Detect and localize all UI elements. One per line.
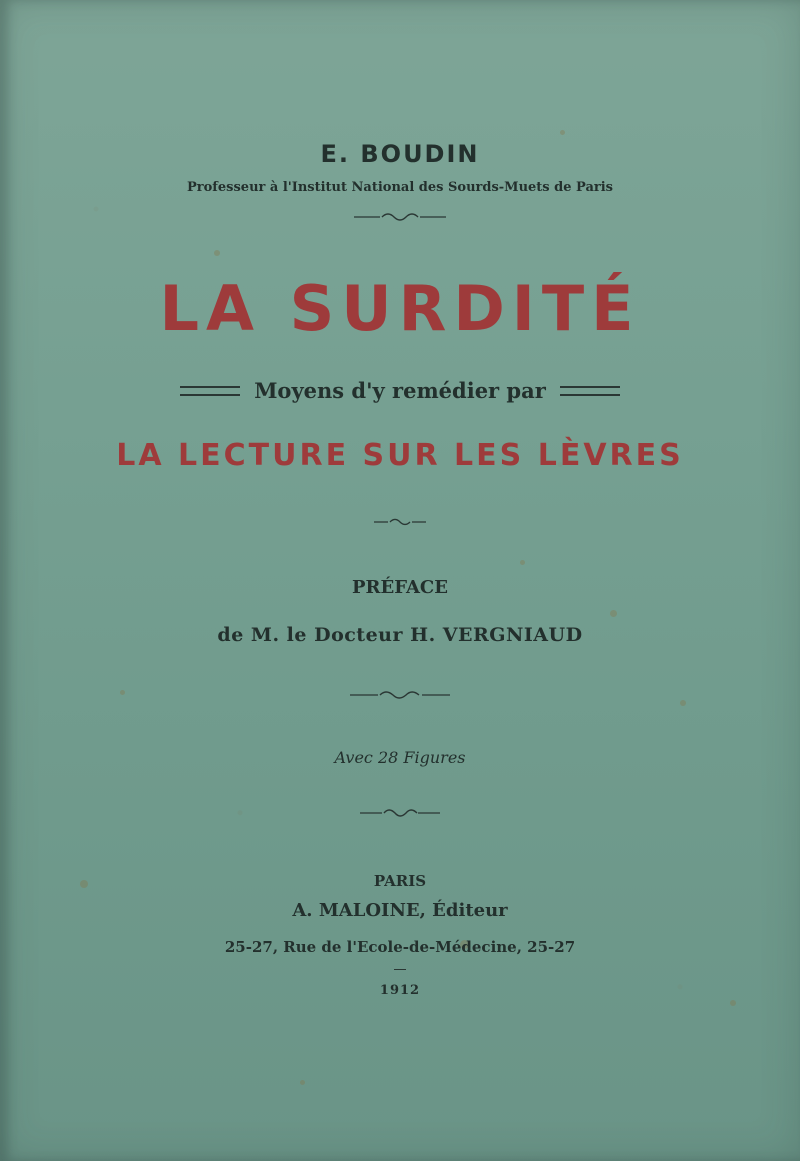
publisher-city: PARIS bbox=[373, 872, 427, 890]
author-affiliation: Professeur à l'Institut National des Sourds-Muets de Paris bbox=[187, 180, 613, 195]
ornament-divider bbox=[0, 516, 800, 528]
rule-right bbox=[560, 386, 620, 396]
short-rule bbox=[394, 969, 406, 970]
author-name: E. BOUDIN bbox=[320, 140, 480, 168]
publisher-name: A. MALOINE, Éditeur bbox=[292, 900, 508, 921]
publication-year: 1912 bbox=[379, 983, 421, 998]
publisher-address: 25-27, Rue de l'Ecole-de-Médecine, 25-27 bbox=[224, 938, 576, 956]
preface-heading: PRÉFACE bbox=[352, 577, 448, 598]
subtitle: Moyens d'y remédier par bbox=[254, 378, 546, 403]
subtitle-secondary: LA LECTURE SUR LES LÈVRES bbox=[116, 438, 684, 473]
ornament-divider bbox=[0, 688, 800, 702]
ornament-divider bbox=[0, 806, 800, 820]
subtitle-row bbox=[0, 378, 800, 403]
preface-author: de M. le Docteur H. VERGNIAUD bbox=[217, 624, 583, 646]
figures-note: Avec 28 Figures bbox=[334, 748, 466, 767]
rule-left bbox=[180, 386, 240, 396]
ornament-divider bbox=[0, 210, 800, 224]
book-title: LA SURDITÉ bbox=[159, 272, 641, 345]
